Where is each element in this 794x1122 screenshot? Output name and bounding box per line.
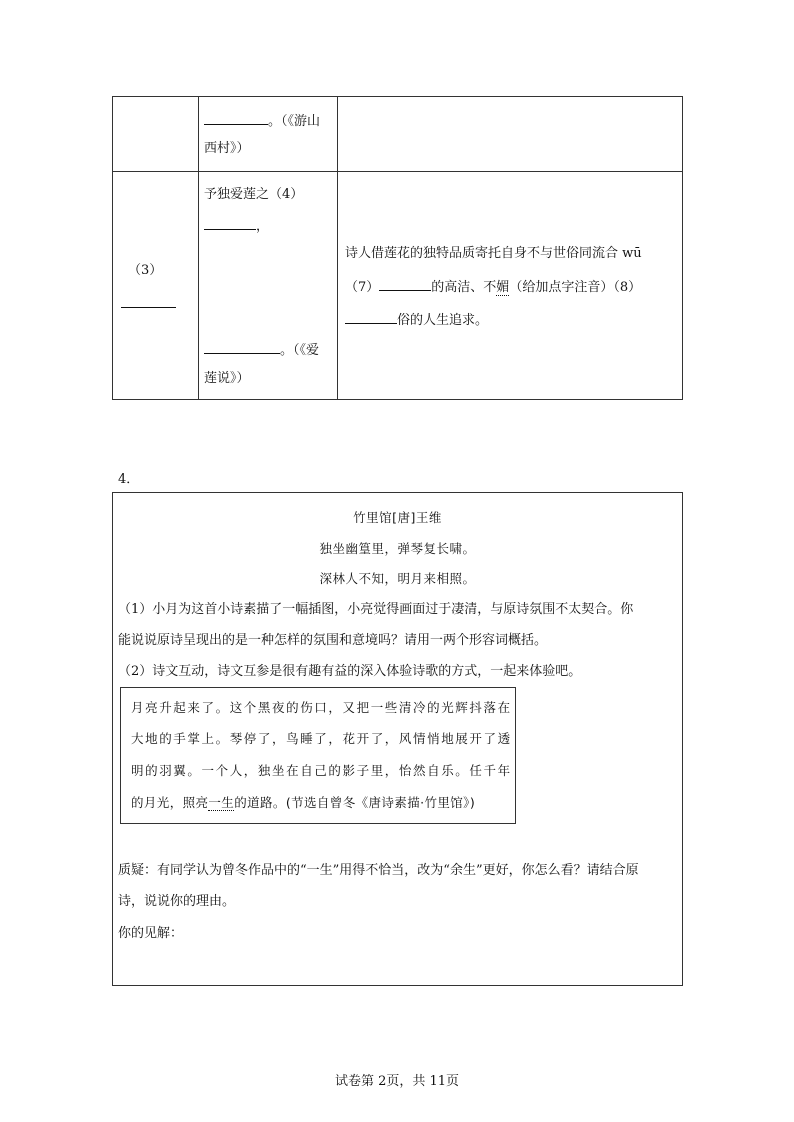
table-row2-right-line3: 俗的人生追求。 <box>345 310 488 330</box>
excerpt-line-3: 明的羽翼。一个人，独坐在自己的影子里，怡然自乐。任千年 <box>131 763 512 778</box>
page-footer: 试卷第 2页，共 11页 <box>334 1074 460 1089</box>
answer-blank-7[interactable] <box>379 277 431 291</box>
table-row1-middle-line1: 。（《游山 <box>204 111 320 131</box>
dotted-character-mei: 媚 <box>496 280 510 295</box>
poem-title: 竹里馆[唐]王维 <box>353 510 442 525</box>
query-line-1: 质疑：有同学认为曾冬作品中的“一生”用得不恰当，改为“余生”更好，你怎么看？请结合原 <box>118 863 639 878</box>
table-row-divider <box>113 171 682 172</box>
question-number: 4． <box>118 472 140 487</box>
subquestion-1-line2: 能说说原诗呈现出的是一种怎样的氛围和意境吗？请用一两个形容词概括。 <box>118 633 548 648</box>
view-label: 你的见解： <box>118 926 184 941</box>
table-row2-left-label: （3） <box>128 263 163 278</box>
table-row2-right-line2: （7） 的高洁、不媚（给加点字注音）（8） <box>345 277 641 297</box>
dotted-phrase-yisheng: 一生 <box>208 795 235 810</box>
table-row2-middle-line3: 。（《爱 <box>204 340 319 360</box>
answer-blank-8[interactable] <box>345 310 397 324</box>
answer-blank-3[interactable] <box>121 307 176 308</box>
excerpt-line-1: 月亮升起来了。这个黑夜的伤口，又把一些清冷的光辉抖落在 <box>131 700 512 715</box>
subquestion-2-line1: （2）诗文互动，诗文互参是很有趣有益的深入体验诗歌的方式，一起来体验吧。 <box>118 664 582 679</box>
table-row2-middle-line2: ， <box>204 216 269 236</box>
answer-blank[interactable] <box>204 111 268 125</box>
table-row2-middle-line4: 莲说》） <box>204 371 250 386</box>
query-line-2: 诗，说说你的理由。 <box>118 894 236 909</box>
table-row2-middle-line1: 予独爱莲之（4） <box>204 187 304 202</box>
answer-blank[interactable] <box>204 216 256 230</box>
table-col-divider-1 <box>198 97 199 399</box>
answer-blank[interactable] <box>204 340 280 354</box>
poem-line-1: 独坐幽篁里，弹琴复长啸。 <box>319 541 476 556</box>
subquestion-1-line1: （1）小月为这首小诗素描了一幅插图，小亮觉得画面过于凄清，与原诗氛围不太契合。你 <box>118 602 634 617</box>
poem-line-2: 深林人不知，明月来相照。 <box>319 571 476 586</box>
table-row2-right-line1: 诗人借莲花的独特品质寄托自身不与世俗同流合 wū <box>345 246 642 261</box>
excerpt-line-2: 大地的手掌上。琴停了，鸟睡了，花开了，风情悄地展开了透 <box>131 731 512 746</box>
table-col-divider-2 <box>337 97 338 399</box>
excerpt-line-4: 的月光，照亮一生的道路。(节选自曾冬《唐诗素描·竹里馆》) <box>131 795 476 810</box>
table-row1-middle-line2: 西村》） <box>204 141 250 156</box>
